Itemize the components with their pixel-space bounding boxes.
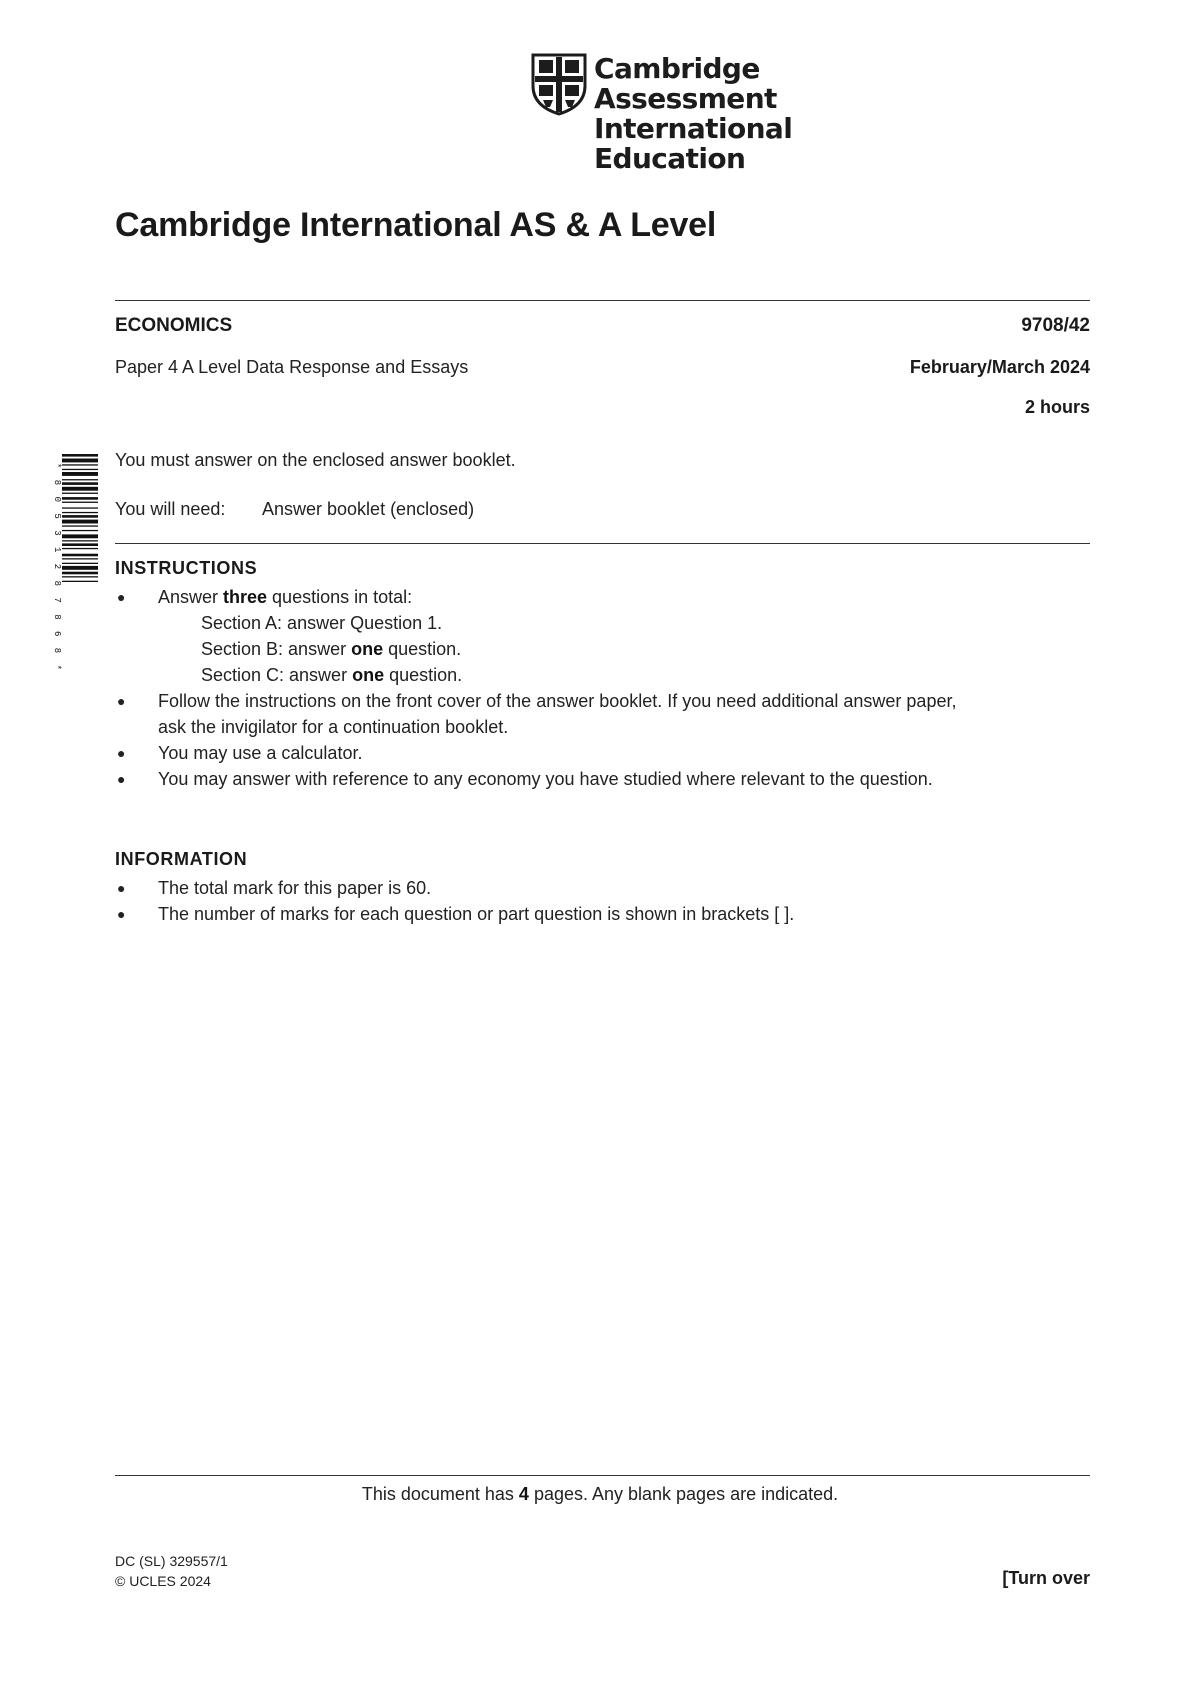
list-item [115,901,1090,927]
instruction-text: ask the invigilator for a continuation booklet. [158,717,509,737]
barcode-bar [62,576,98,577]
header-rule-bottom [115,543,1090,544]
section-c-instruction [115,662,1090,688]
barcode-bar [62,487,98,491]
page-count-number: 4 [518,1484,529,1504]
copyright: © UCLES 2024 [115,1573,211,1589]
logo-wordmark [594,54,910,174]
materials-label: You will need: [115,499,226,519]
instruction-text: Section B: answer [201,639,352,659]
information-heading: INFORMATION [115,849,248,869]
instruction-text: question. [384,665,463,685]
barcode-bar [62,525,98,526]
barcode-bar [62,534,98,538]
barcode-bar [62,581,98,582]
barcode [46,452,98,684]
logo-line-2: International Education [594,112,793,175]
barcode-bar [62,540,98,541]
materials-value: Answer booklet (enclosed) [262,499,475,519]
barcode-bar [62,459,98,463]
instructions-list [115,584,1090,792]
information-list [115,875,1090,927]
paper-code: 9708/42 [1021,315,1090,336]
document-reference [115,1551,228,1591]
list-item [115,740,1090,766]
reference-code: DC (SL) 329557/1 [115,1553,228,1569]
bullet: ● [117,906,126,922]
barcode-bar [62,469,98,470]
barcode-bar [62,558,98,559]
instruction-text: Section C: answer [201,665,353,685]
barcode-digits: * 8 0 5 3 1 2 8 7 8 6 8 * [52,462,62,674]
list-item [115,688,1090,740]
barcode-bar [62,493,98,494]
bullet: ● [117,589,126,605]
list-item [115,584,1090,610]
barcode-bar [62,563,98,564]
instruction-text: questions in total: [267,587,413,607]
section-b-instruction [115,636,1090,662]
instruction-text: Answer [158,587,224,607]
barcode-bar [62,472,98,476]
barcode-bar [62,554,98,557]
barcode-bar [62,512,98,513]
page-count-note [0,1484,1200,1505]
answer-location-note: You must answer on the enclosed answer booklet. [115,450,516,470]
barcode-bar [62,464,98,465]
exam-duration: 2 hours [1024,397,1090,417]
barcode-bar [62,566,98,570]
bullet: ● [117,880,126,896]
barcode-bar [62,520,98,524]
barcode-bar [62,548,98,549]
barcode-bar [62,454,98,457]
instruction-text: Follow the instructions on the front cover of the answer booklet. If you need additional answer paper, [158,691,957,711]
cambridge-logo [530,52,910,175]
barcode-bar [62,543,98,546]
crest-icon [530,52,588,116]
instruction-text: You may answer with reference to any economy you have studied where relevant to the question. [158,769,933,789]
barcode-bar [62,507,98,508]
footer-rule [115,1475,1090,1476]
page-count-text: This document has [361,1484,519,1504]
paper-title: Paper 4 A Level Data Response and Essays [115,357,469,377]
instruction-text: You may use a calculator. [158,743,363,763]
instruction-emphasis: three [223,587,268,607]
exam-session: February/March 2024 [909,357,1090,377]
instructions-heading: INSTRUCTIONS [115,558,258,578]
instruction-text: question. [383,639,462,659]
list-item [115,766,1090,792]
barcode-bar [62,497,98,500]
instruction-emphasis: one [352,665,385,685]
information-text: The total mark for this paper is 60. [158,878,432,898]
turn-over-label: [Turn over [1002,1568,1090,1588]
instruction-emphasis: one [351,639,384,659]
barcode-bar [62,515,98,518]
information-text: The number of marks for each question or part question is shown in brackets [ ]. [158,904,795,924]
qualification-title: Cambridge International AS & A Level [115,206,717,244]
header-rule-top [115,300,1090,301]
bullet: ● [117,771,126,787]
barcode-bar [62,572,98,575]
barcode-bar [62,479,98,480]
bullet: ● [117,693,126,709]
section-a-instruction: Section A: answer Question 1. [201,613,443,633]
logo-line-1: Cambridge Assessment [594,52,777,115]
barcode-bar [62,502,98,503]
materials-needed [115,499,475,520]
page-count-text: pages. Any blank pages are indicated. [528,1484,839,1504]
barcode-bar [62,530,98,531]
barcode-bar [62,482,98,485]
bullet: ● [117,745,126,761]
list-item [115,875,1090,901]
subject-name: ECONOMICS [115,315,233,336]
